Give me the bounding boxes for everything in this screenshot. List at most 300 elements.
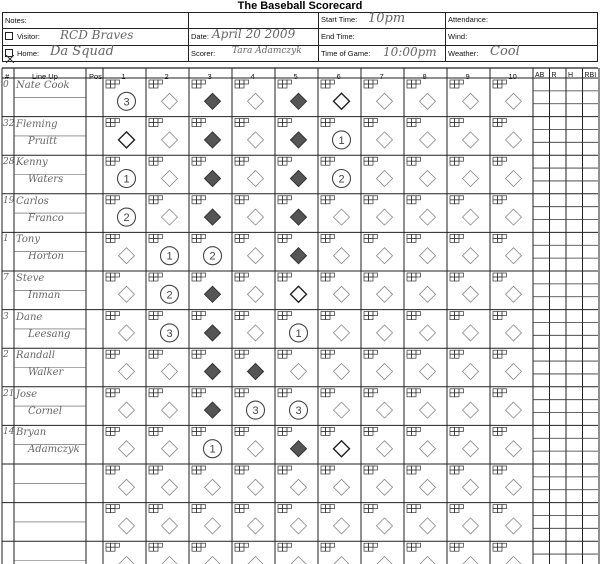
strike-box[interactable] [321,393,326,397]
ball-box[interactable] [240,157,245,161]
count-boxes[interactable] [235,389,249,397]
strike-box[interactable] [149,393,154,397]
strike-box[interactable] [321,161,326,165]
count-boxes[interactable] [493,119,507,127]
ball-box[interactable] [498,157,503,161]
scored-run-diamond[interactable] [291,93,307,109]
ball-box[interactable] [330,196,335,200]
count-boxes[interactable] [493,350,507,358]
base-diamond[interactable] [506,132,522,148]
strike-box[interactable] [197,200,202,204]
count-boxes[interactable] [149,350,163,358]
strike-box[interactable] [364,316,369,320]
count-boxes[interactable] [235,350,249,358]
ball-box[interactable] [450,350,455,354]
count-boxes[interactable] [493,543,507,551]
strike-box[interactable] [498,161,503,165]
ball-box[interactable] [197,196,202,200]
strike-box[interactable] [326,431,331,435]
ball-box[interactable] [106,119,111,123]
ball-box[interactable] [502,350,507,354]
count-boxes[interactable] [407,196,421,204]
strike-box[interactable] [283,161,288,165]
ball-box[interactable] [278,427,283,431]
ball-box[interactable] [244,196,249,200]
strike-box[interactable] [235,547,240,551]
count-boxes[interactable] [321,234,335,242]
ball-box[interactable] [115,505,120,509]
base-diamond[interactable] [463,171,479,187]
ball-box[interactable] [154,196,159,200]
ball-box[interactable] [364,234,369,238]
ball-box[interactable] [450,157,455,161]
ball-box[interactable] [373,466,378,470]
ball-box[interactable] [416,80,421,84]
strike-box[interactable] [154,393,159,397]
ball-box[interactable] [283,234,288,238]
ball-box[interactable] [244,466,249,470]
base-diamond[interactable] [463,518,479,534]
ball-box[interactable] [149,196,154,200]
ball-box[interactable] [459,312,464,316]
base-diamond[interactable] [291,518,307,534]
strike-box[interactable] [192,123,197,127]
ball-box[interactable] [154,312,159,316]
ball-box[interactable] [455,312,460,316]
base-diamond[interactable] [334,479,350,495]
ball-box[interactable] [450,427,455,431]
ball-box[interactable] [330,234,335,238]
ball-box[interactable] [115,427,120,431]
strike-box[interactable] [192,84,197,88]
ball-box[interactable] [197,505,202,509]
base-diamond[interactable] [463,557,479,564]
ball-box[interactable] [364,273,369,277]
strike-box[interactable] [240,316,245,320]
player-first-name[interactable]: Tony [16,234,41,246]
base-diamond[interactable] [248,171,264,187]
ball-box[interactable] [244,543,249,547]
count-boxes[interactable] [192,234,206,242]
count-boxes[interactable] [364,505,378,513]
strike-box[interactable] [450,277,455,281]
count-boxes[interactable] [106,157,120,165]
count-boxes[interactable] [235,119,249,127]
ball-box[interactable] [115,273,120,277]
strike-box[interactable] [154,123,159,127]
strike-box[interactable] [197,123,202,127]
count-boxes[interactable] [192,505,206,513]
ball-box[interactable] [149,312,154,316]
ball-box[interactable] [240,389,245,393]
ball-box[interactable] [240,119,245,123]
strike-box[interactable] [369,316,374,320]
strike-box[interactable] [111,470,116,474]
player-last-name[interactable]: Walker [28,367,64,379]
date-value[interactable]: April 20 2009 [212,27,296,41]
strike-box[interactable] [498,354,503,358]
ball-box[interactable] [326,505,331,509]
base-diamond[interactable] [119,441,135,457]
count-boxes[interactable] [321,543,335,551]
ball-box[interactable] [235,312,240,316]
start-time-value[interactable]: 10pm [368,11,406,26]
base-diamond[interactable] [506,557,522,564]
count-boxes[interactable] [278,157,292,165]
strike-box[interactable] [149,547,154,551]
count-boxes[interactable] [235,543,249,551]
strike-box[interactable] [493,547,498,551]
ball-box[interactable] [192,119,197,123]
count-boxes[interactable] [364,350,378,358]
ball-box[interactable] [115,80,120,84]
strike-box[interactable] [149,238,154,242]
base-diamond[interactable] [420,402,436,418]
strike-box[interactable] [283,238,288,242]
strike-box[interactable] [149,123,154,127]
player-number[interactable]: 14 [3,427,15,438]
ball-box[interactable] [240,196,245,200]
strike-box[interactable] [450,354,455,358]
count-boxes[interactable] [192,196,206,204]
ball-box[interactable] [326,466,331,470]
ball-box[interactable] [364,543,369,547]
ball-box[interactable] [330,389,335,393]
ball-box[interactable] [364,312,369,316]
strike-box[interactable] [278,238,283,242]
base-diamond[interactable] [420,479,436,495]
strike-box[interactable] [197,431,202,435]
ball-box[interactable] [240,427,245,431]
strike-box[interactable] [283,277,288,281]
scored-run-diamond[interactable] [291,441,307,457]
strike-box[interactable] [235,238,240,242]
ball-box[interactable] [192,157,197,161]
strike-box[interactable] [192,200,197,204]
ball-box[interactable] [416,350,421,354]
strike-box[interactable] [235,123,240,127]
strike-box[interactable] [493,123,498,127]
strike-box[interactable] [455,431,460,435]
ball-box[interactable] [407,543,412,547]
ball-box[interactable] [416,543,421,547]
ball-box[interactable] [369,157,374,161]
strike-box[interactable] [321,431,326,435]
ball-box[interactable] [154,80,159,84]
ball-box[interactable] [326,427,331,431]
ball-box[interactable] [283,119,288,123]
strike-box[interactable] [111,547,116,551]
strike-box[interactable] [106,547,111,551]
player-last-name[interactable]: Horton [28,251,65,263]
ball-box[interactable] [416,389,421,393]
ball-box[interactable] [197,389,202,393]
base-diamond[interactable] [248,518,264,534]
strike-box[interactable] [493,316,498,320]
ball-box[interactable] [364,427,369,431]
scored-run-diamond[interactable] [291,132,307,148]
strike-box[interactable] [197,393,202,397]
ball-box[interactable] [201,157,206,161]
base-diamond[interactable] [291,364,307,380]
ball-box[interactable] [416,427,421,431]
base-diamond[interactable] [248,248,264,264]
scored-run-diamond[interactable] [205,209,221,225]
base-diamond[interactable] [334,93,350,109]
ball-box[interactable] [287,350,292,354]
ball-box[interactable] [330,543,335,547]
ball-box[interactable] [493,273,498,277]
count-boxes[interactable] [321,80,335,88]
strike-box[interactable] [154,354,159,358]
count-boxes[interactable] [106,80,120,88]
ball-box[interactable] [455,389,460,393]
strike-box[interactable] [412,354,417,358]
strike-box[interactable] [455,123,460,127]
strike-box[interactable] [111,277,116,281]
strike-box[interactable] [197,547,202,551]
strike-box[interactable] [407,354,412,358]
strike-box[interactable] [240,431,245,435]
ball-box[interactable] [154,350,159,354]
count-boxes[interactable] [278,466,292,474]
count-boxes[interactable] [407,466,421,474]
ball-box[interactable] [192,312,197,316]
count-boxes[interactable] [407,157,421,165]
ball-box[interactable] [412,389,417,393]
strike-box[interactable] [321,123,326,127]
strike-box[interactable] [412,238,417,242]
strike-box[interactable] [455,277,460,281]
strike-box[interactable] [493,470,498,474]
ball-box[interactable] [278,119,283,123]
strike-box[interactable] [493,277,498,281]
strike-box[interactable] [321,84,326,88]
strike-box[interactable] [364,509,369,513]
ball-box[interactable] [416,505,421,509]
ball-box[interactable] [493,427,498,431]
ball-box[interactable] [149,427,154,431]
ball-box[interactable] [235,505,240,509]
strike-box[interactable] [154,161,159,165]
count-boxes[interactable] [149,234,163,242]
base-diamond[interactable] [205,557,221,564]
base-diamond[interactable] [162,132,178,148]
ball-box[interactable] [330,312,335,316]
base-diamond[interactable] [506,325,522,341]
ball-box[interactable] [455,505,460,509]
strike-box[interactable] [407,238,412,242]
count-boxes[interactable] [106,427,120,435]
base-diamond[interactable] [377,286,393,302]
ball-box[interactable] [201,350,206,354]
ball-box[interactable] [240,543,245,547]
ball-box[interactable] [493,466,498,470]
count-boxes[interactable] [278,312,292,320]
count-boxes[interactable] [278,505,292,513]
ball-box[interactable] [106,273,111,277]
ball-box[interactable] [287,505,292,509]
strike-box[interactable] [197,509,202,513]
base-diamond[interactable] [248,557,264,564]
count-boxes[interactable] [450,427,464,435]
strike-box[interactable] [364,84,369,88]
strike-box[interactable] [369,277,374,281]
strike-box[interactable] [283,354,288,358]
ball-box[interactable] [235,119,240,123]
count-boxes[interactable] [450,466,464,474]
ball-box[interactable] [373,157,378,161]
ball-box[interactable] [330,505,335,509]
count-boxes[interactable] [192,119,206,127]
strike-box[interactable] [240,509,245,513]
ball-box[interactable] [111,80,116,84]
strike-box[interactable] [192,238,197,242]
ball-box[interactable] [493,234,498,238]
ball-box[interactable] [373,427,378,431]
ball-box[interactable] [412,312,417,316]
ball-box[interactable] [321,505,326,509]
ball-box[interactable] [192,389,197,393]
strike-box[interactable] [240,277,245,281]
ball-box[interactable] [493,389,498,393]
base-diamond[interactable] [119,402,135,418]
ball-box[interactable] [412,505,417,509]
count-boxes[interactable] [364,196,378,204]
strike-box[interactable] [369,470,374,474]
ball-box[interactable] [158,119,163,123]
strike-box[interactable] [154,509,159,513]
count-boxes[interactable] [106,234,120,242]
ball-box[interactable] [158,543,163,547]
ball-box[interactable] [197,312,202,316]
ball-box[interactable] [287,119,292,123]
scored-run-diamond[interactable] [205,132,221,148]
ball-box[interactable] [498,312,503,316]
strike-box[interactable] [111,200,116,204]
base-diamond[interactable] [420,325,436,341]
ball-box[interactable] [240,273,245,277]
count-boxes[interactable] [278,350,292,358]
ball-box[interactable] [192,196,197,200]
strike-box[interactable] [197,316,202,320]
strike-box[interactable] [111,316,116,320]
count-boxes[interactable] [364,234,378,242]
strike-box[interactable] [283,84,288,88]
ball-box[interactable] [373,543,378,547]
ball-box[interactable] [106,505,111,509]
strike-box[interactable] [364,238,369,242]
ball-box[interactable] [373,80,378,84]
strike-box[interactable] [197,161,202,165]
count-boxes[interactable] [278,234,292,242]
ball-box[interactable] [459,196,464,200]
base-diamond[interactable] [377,364,393,380]
base-diamond[interactable] [463,93,479,109]
ball-box[interactable] [235,196,240,200]
base-diamond[interactable] [506,364,522,380]
count-boxes[interactable] [192,157,206,165]
strike-box[interactable] [455,354,460,358]
count-boxes[interactable] [149,543,163,551]
strike-box[interactable] [154,277,159,281]
count-boxes[interactable] [450,543,464,551]
ball-box[interactable] [283,157,288,161]
base-diamond[interactable] [463,325,479,341]
strike-box[interactable] [455,509,460,513]
count-boxes[interactable] [278,196,292,204]
strike-box[interactable] [326,354,331,358]
ball-box[interactable] [330,157,335,161]
count-boxes[interactable] [106,505,120,513]
ball-box[interactable] [278,466,283,470]
base-diamond[interactable] [463,286,479,302]
ball-box[interactable] [369,312,374,316]
weather-value[interactable]: Cool [490,44,520,59]
ball-box[interactable] [369,196,374,200]
ball-box[interactable] [459,543,464,547]
ball-box[interactable] [416,273,421,277]
player-number[interactable]: 7 [3,273,9,283]
ball-box[interactable] [450,80,455,84]
ball-box[interactable] [287,389,292,393]
strike-box[interactable] [493,200,498,204]
strike-box[interactable] [106,354,111,358]
strike-box[interactable] [326,84,331,88]
count-boxes[interactable] [493,157,507,165]
strike-box[interactable] [493,161,498,165]
strike-box[interactable] [278,431,283,435]
ball-box[interactable] [369,389,374,393]
base-diamond[interactable] [463,209,479,225]
base-diamond[interactable] [162,557,178,564]
strike-box[interactable] [192,547,197,551]
ball-box[interactable] [326,119,331,123]
strike-box[interactable] [197,238,202,242]
ball-box[interactable] [192,234,197,238]
strike-box[interactable] [326,547,331,551]
ball-box[interactable] [416,119,421,123]
player-last-name[interactable]: Inman [28,290,61,301]
strike-box[interactable] [364,547,369,551]
ball-box[interactable] [106,312,111,316]
ball-box[interactable] [111,350,116,354]
ball-box[interactable] [364,119,369,123]
count-boxes[interactable] [149,80,163,88]
strike-box[interactable] [278,200,283,204]
strike-box[interactable] [412,316,417,320]
count-boxes[interactable] [450,196,464,204]
base-diamond[interactable] [377,132,393,148]
base-diamond[interactable] [334,286,350,302]
ball-box[interactable] [278,350,283,354]
ball-box[interactable] [412,119,417,123]
ball-box[interactable] [283,543,288,547]
ball-box[interactable] [459,80,464,84]
ball-box[interactable] [459,119,464,123]
ball-box[interactable] [369,427,374,431]
base-diamond[interactable] [119,248,135,264]
strike-box[interactable] [149,354,154,358]
strike-box[interactable] [364,431,369,435]
ball-box[interactable] [244,505,249,509]
ball-box[interactable] [244,157,249,161]
count-boxes[interactable] [450,80,464,88]
strike-box[interactable] [364,161,369,165]
player-first-name[interactable]: Bryan [16,427,47,439]
ball-box[interactable] [106,543,111,547]
scored-run-diamond[interactable] [291,209,307,225]
